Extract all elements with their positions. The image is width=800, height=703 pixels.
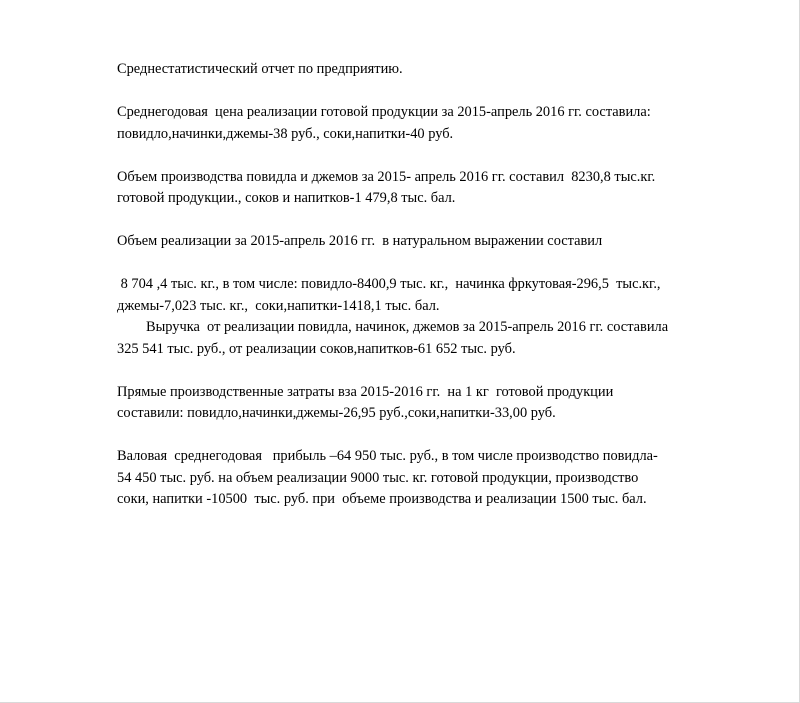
paragraph-line: 325 541 тыс. руб., от реализации соков,напитков-61 652 тыс. руб. [117,340,516,357]
title-line: Среднестатистический отчет по предприятию. [117,61,403,77]
paragraph-line: соки, напитки -10500 тыс. руб. при объеме производства и реализации 1500 тыс. бал. [117,491,647,507]
document-body [117,59,757,511]
paragraph-gross-profit [117,446,757,511]
paragraph-line: Валовая среднегодовая прибыль –64 950 тыс. руб., в том числе производство повидла- [117,448,658,464]
document-title [117,59,757,81]
paragraph-gap [117,81,757,103]
paragraph-average-price [117,102,757,145]
paragraph-line: повидло,начинки,джемы-38 руб., соки,напитки-40 руб. [117,125,454,142]
paragraph-line: Прямые производственные затраты вза 2015-2016 гг. на 1 кг готовой продукции [117,383,614,400]
paragraph-revenue [117,317,757,360]
paragraph-gap [117,210,757,232]
paragraph-line: Среднегодовая цена реализации готовой продукции за 2015-апрель 2016 гг. составила: [117,104,651,120]
paragraph-gap [117,145,757,167]
paragraph-gap [117,360,757,382]
paragraph-line: Объем реализации за 2015-апрель 2016 гг. в натуральном выражении составил [117,233,603,249]
paragraph-direct-costs [117,382,757,425]
paragraph-line: Выручка от реализации повидла, начинок, джемов за 2015-апрель 2016 гг. составила [146,319,669,335]
paragraph-sales-breakdown [117,274,757,317]
paragraph-line: джемы-7,023 тыс. кг., соки,напитки-1418,1 тыс. бал. [117,297,440,314]
paragraph-line: 54 450 тыс. руб. на объем реализации 9000 тыс. кг. готовой продукции, производство [117,469,639,486]
paragraph-line: готовой продукции., соков и напитков-1 479,8 тыс. бал. [117,190,456,206]
paragraph-sales-volume [117,231,757,253]
paragraph-line: составили: повидло,начинки,джемы-26,95 руб.,соки,напитки-33,00 руб. [117,405,556,421]
paragraph-gap [117,253,757,275]
paragraph-line: 8 704 ,4 тыс. кг., в том числе: повидло-8400,9 тыс. кг., начинка фркутовая-296,5 тыс.кг., [117,276,661,292]
paragraph-line: Объем производства повидла и джемов за 2015- апрель 2016 гг. составил 8230,8 тыс.кг. [117,168,656,185]
paragraph-gap [117,425,757,447]
paragraph-production-volume [117,167,757,210]
